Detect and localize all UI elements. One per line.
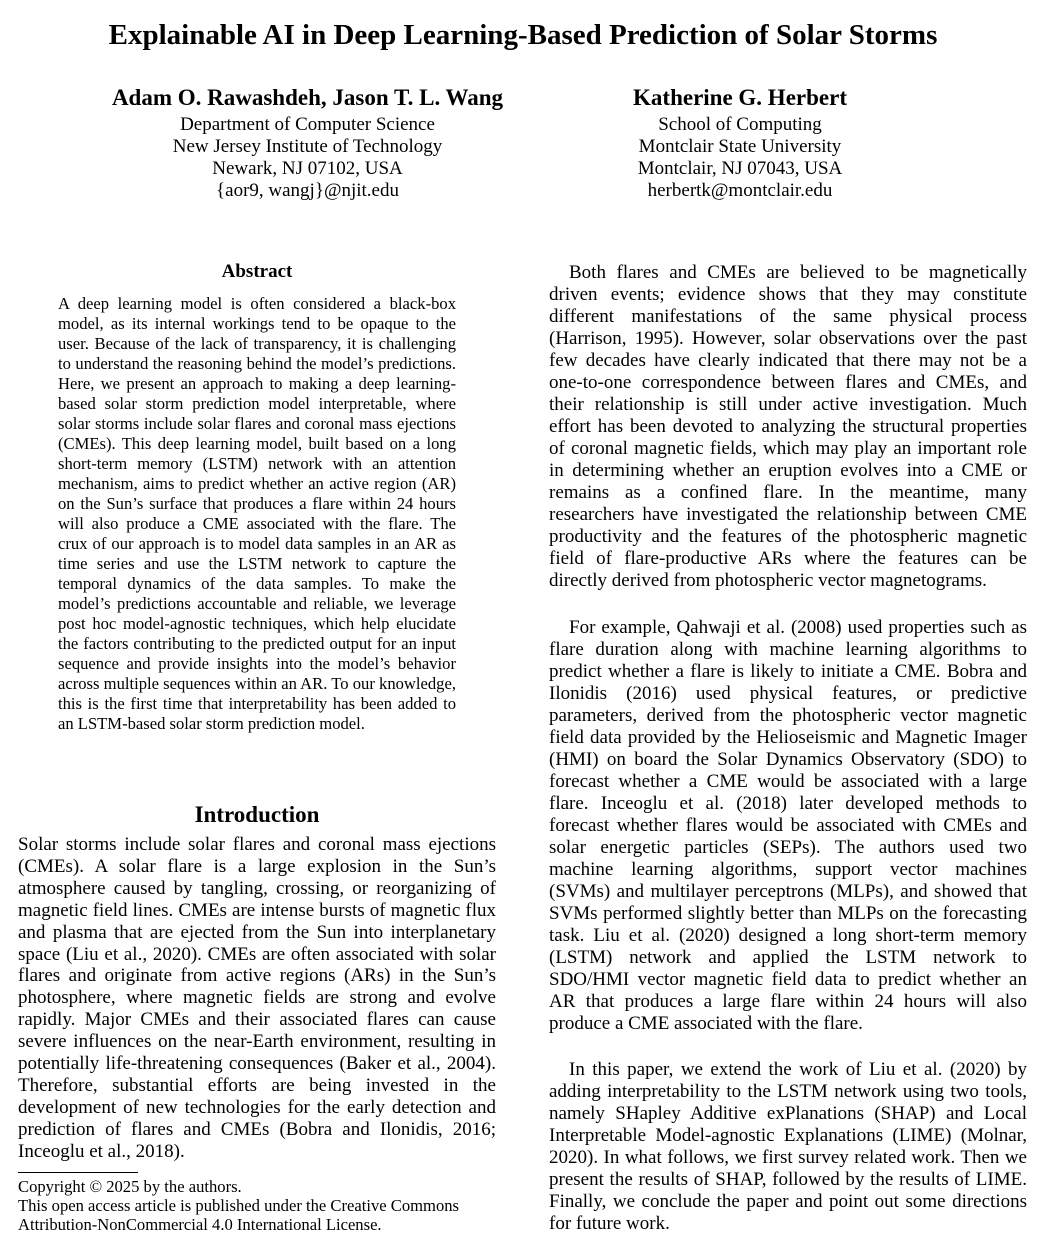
paragraph-text: For example, Qahwaji et al. (2008) used properties such as flare duration along with machine learning algorithms to predict whether a flare is likely to initiate a CME. Bobra and Ilonidis (2016) used physical features, or predictive parameters, derived from the photospheric vector magnetic field data provided by the Helioseismic and Magnetic Imager (HMI) on board the Solar Dynamics Observatory (SDO) to forecast whether a CME would be associated with a large flare. Inceoglu et al. (2018) later developed methods to forecast whether flares would be associated with CMEs and solar energetic particles (SEPs). The authors used two machine learning algorithms, support vector machines (SVMs) and multilayer perceptrons (MLPs), and showed that SVMs performed slightly better than MLPs on the forecasting task. Liu et al. (2020) designed a long short-term memory (LSTM) network and applied the LSTM network to SDO/HMI vector magnetic field data to predict whether an AR that produces a large flare within 24 hours will also produce a CME associated with the flare. [549,617,1027,1034]
abstract-text: A deep learning model is often considered a black-box model, as its internal workings tend to be opaque to the user. Because of the lack of transparency, it is challenging to understand the reasoning behind the model’s predictions. Here, we present an approach to making a deep learning-based solar storm prediction model interpretable, where solar storms include solar flares and coronal mass ejections (CMEs). This deep learning model, built based on a long short-term memory (LSTM) network with an attention mechanism, aims to predict whether an active region (AR) on the Sun’s surface that produces a flare within 24 hours will also produce a CME associated with the flare. The crux of our approach is to model data samples in an AR as time series and use the LSTM network to capture the temporal dynamics of the data samples. To make the model’s predictions accountable and reliable, we leverage post hoc model-agnostic techniques, which help elucidate the factors contributing to the predicted output for an input sequence and provide insights into the model’s behavior across multiple sequences within an AR. To our knowledge, this is the first time that interpretability has been added to an LSTM-based solar storm prediction model. [58,294,456,733]
author-address: Newark, NJ 07102, USA [212,158,403,179]
right-column-paragraph-1 [549,262,1027,592]
author-department: Department of Computer Science [180,114,435,135]
author-email: herbertk@montclair.edu [647,180,833,201]
paragraph-text: In this paper, we extend the work of Liu et al. (2020) by adding interpretability to the LSTM network using two tools, namely SHapley Additive exPlanations (SHAP) and Local Interpretable Model-agnostic Explanations (LIME) (Molnar, 2020). In what follows, we first survey related work. Then we present the results of SHAP, followed by the results of LIME. Finally, we conclude the paper and point out some directions for future work. [549,1059,1027,1234]
author-names: Katherine G. Herbert [633,85,847,110]
right-column-paragraph-3 [549,1059,1027,1235]
author-department: School of Computing [658,114,822,135]
author-address: Montclair, NJ 07043, USA [637,158,843,179]
author-block-njit [80,84,535,202]
license-line: This open access article is published under the Creative Commons Attribution-NonCommercial 4.0 International License. [18,1196,460,1234]
right-column-paragraph-2 [549,617,1027,1035]
footnote-divider [18,1172,138,1173]
abstract-heading: Abstract [221,261,293,282]
author-institution: Montclair State University [638,136,842,157]
author-block-montclair [555,84,925,202]
author-email: {aor9, wangj}@njit.edu [216,180,399,201]
introduction-text: Solar storms include solar flares and coronal mass ejections (CMEs). A solar flare is a large explosion in the Sun’s atmosphere caused by tangling, crossing, or reorganizing of magnetic field lines. CMEs are intense bursts of magnetic flux and plasma that are ejected from the Sun into interplanetary space (Liu et al., 2020). CMEs are often associated with solar flares and originate from active regions (ARs) in the Sun’s photosphere, where magnetic fields are strong and evolve rapidly. Major CMEs and their associated flares can cause severe influences on the near-Earth environment, resulting in potentially life-threatening consequences (Baker et al., 2004). Therefore, substantial efforts are being invested in the development of new technologies for the early detection and prediction of flares and CMEs (Bobra and Ilonidis, 2016; Inceoglu et al., 2018). [18,834,496,1162]
copyright-footnote [18,1177,496,1234]
introduction-heading: Introduction [194,802,320,827]
paper-title: Explainable AI in Deep Learning-Based Prediction of Solar Storms [108,19,938,51]
author-names: Adam O. Rawashdeh, Jason T. L. Wang [111,85,504,110]
paragraph-text: Both flares and CMEs are believed to be magnetically driven events; evidence shows that they may constitute different manifestations of the same physical process (Harrison, 1995). However, solar observations over the past few decades have clearly indicated that there may not be a one-to-one correspondence between flares and CMEs, and their relationship is still under active investigation. Much effort has been devoted to analyzing the structural properties of coronal magnetic fields, which may play an important role in determining whether an eruption evolves into a CME or remains as a confined flare. In the meantime, many researchers have investigated the relationship between CME productivity and the features of the photospheric magnetic field of flare-productive ARs where the features can be directly derived from photospheric vector magnetograms. [549,262,1027,591]
copyright-line: Copyright © 2025 by the authors. [18,1177,242,1196]
author-institution: New Jersey Institute of Technology [172,136,443,157]
